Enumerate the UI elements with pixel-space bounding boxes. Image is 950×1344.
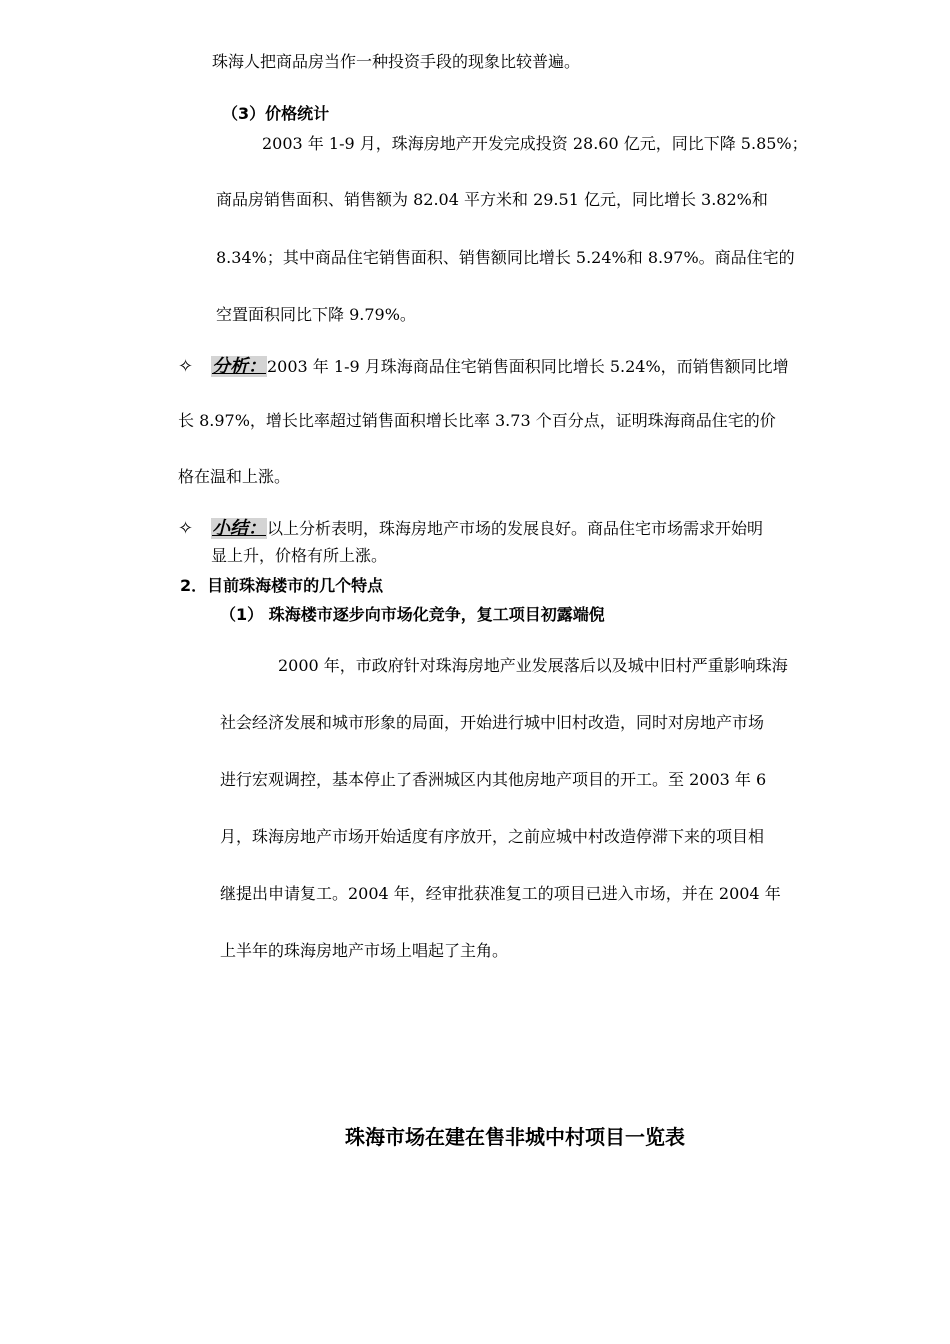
price-stats-line: 2003 年 1-9 月，珠海房地产开发完成投资 28.60 亿元，同比下降 5.85%； bbox=[262, 134, 808, 153]
price-stats-line: 空置面积同比下降 9.79%。 bbox=[216, 305, 416, 324]
price-stats-line: 商品房销售面积、销售额为 82.04 平方米和 29.51 亿元，同比增长 3.82%和 bbox=[216, 190, 768, 209]
subsection-1-line: 月，珠海房地产市场开始适度有序放开，之前应城中村改造停滞下来的项目相 bbox=[220, 827, 765, 846]
diamond-bullet-icon: ✧ bbox=[178, 356, 194, 377]
price-stats-heading: （3）价格统计 bbox=[222, 104, 330, 123]
subsection-1-line: 继提出申请复工。2004 年，经审批获准复工的项目已进入市场，并在 2004 年 bbox=[220, 884, 781, 903]
intro-paragraph: 珠海人把商品房当作一种投资手段的现象比较普遍。 bbox=[212, 52, 581, 71]
price-stats-line: 8.34%；其中商品住宅销售面积、销售额同比增长 5.24%和 8.97%。商品住宅的 bbox=[216, 248, 795, 267]
table-title: 珠海市场在建在售非城中村项目一览表 bbox=[345, 1125, 685, 1149]
analysis-tag: 分析： bbox=[212, 356, 266, 377]
summary-line bbox=[211, 519, 763, 539]
summary-line: 显上升，价格有所上涨。 bbox=[211, 546, 388, 565]
diamond-bullet-icon: ✧ bbox=[178, 518, 194, 539]
subsection-1-line: 上半年的珠海房地产市场上唱起了主角。 bbox=[220, 941, 509, 960]
analysis-line bbox=[211, 357, 789, 377]
analysis-text: 2003 年 1-9 月珠海商品住宅销售面积同比增长 5.24%，而销售额同比增 bbox=[267, 357, 789, 376]
subsection-1-line: 社会经济发展和城市形象的局面，开始进行城中旧村改造，同时对房地产市场 bbox=[220, 713, 765, 732]
subsection-1-line: 2000 年，市政府针对珠海房地产业发展落后以及城中旧村严重影响珠海 bbox=[278, 656, 788, 675]
analysis-line: 格在温和上涨。 bbox=[178, 467, 291, 486]
summary-text: 以上分析表明，珠海房地产市场的发展良好。商品住宅市场需求开始明 bbox=[267, 519, 764, 538]
subsection-1-heading: （1） 珠海楼市逐步向市场化竞争，复工项目初露端倪 bbox=[220, 605, 605, 624]
analysis-line: 长 8.97%，增长比率超过销售面积增长比率 3.73 个百分点，证明珠海商品住宅的价 bbox=[178, 411, 776, 430]
summary-tag: 小结： bbox=[212, 518, 266, 539]
subsection-1-line: 进行宏观调控，基本停止了香洲城区内其他房地产项目的开工。至 2003 年 6 bbox=[220, 770, 767, 789]
section-2-heading: 2．目前珠海楼市的几个特点 bbox=[180, 576, 384, 595]
